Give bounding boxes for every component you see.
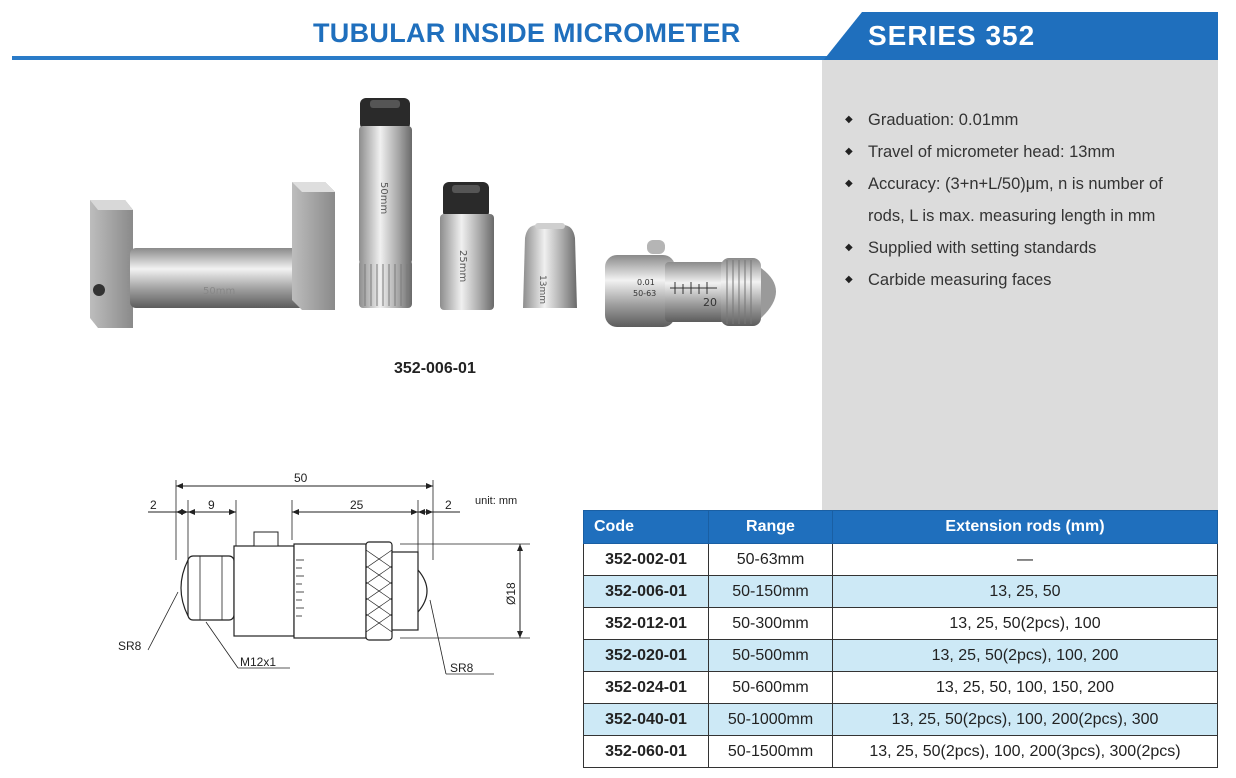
dim-overall: 50 [294, 471, 308, 485]
model-number: 352-006-01 [394, 360, 476, 377]
rod-25-label: 25mm [457, 250, 468, 283]
page-title: TUBULAR INSIDE MICROMETER [313, 18, 741, 48]
header-rule [12, 56, 827, 60]
unit-label: unit: mm [475, 495, 518, 507]
head-range-label: 50-63 [633, 289, 657, 298]
table-row [584, 640, 1218, 672]
table-header-row [584, 511, 1218, 544]
cell-rods: 13, 25, 50(2pcs), 100, 200(2pcs), 300 [833, 704, 1218, 736]
dimension-drawing [100, 460, 570, 690]
feature-item: ◆ Graduation: 0.01mm [843, 104, 1163, 136]
cell-rods: 13, 25, 50 [833, 576, 1218, 608]
spec-table [583, 510, 1218, 768]
callout-sr8-right: SR8 [450, 661, 474, 675]
col-header-range: Range [709, 511, 833, 544]
cell-range: 50-1000mm [709, 704, 833, 736]
feature-item: ◆ Travel of micrometer head: 13mm [843, 136, 1163, 168]
product-photo [85, 90, 805, 340]
setting-standard-label: 50mm [203, 286, 236, 297]
feature-item: ◆ Carbide measuring faces [843, 264, 1163, 296]
col-header-rods: Extension rods (mm) [833, 511, 1218, 544]
setting-standard-image [90, 182, 335, 328]
dim-left-gap: 2 [150, 498, 157, 512]
micrometer-head-image [605, 240, 776, 327]
cell-rods: 13, 25, 50, 100, 150, 200 [833, 672, 1218, 704]
cell-range: 50-600mm [709, 672, 833, 704]
extension-rod-50-image [359, 98, 412, 308]
dim-diameter: Ø18 [504, 582, 518, 605]
cell-range: 50-1500mm [709, 736, 833, 768]
table-row [584, 704, 1218, 736]
thimble-number: 20 [703, 296, 717, 309]
table-row [584, 576, 1218, 608]
rod-13-label: 13mm [537, 275, 547, 304]
table-row [584, 736, 1218, 768]
callout-thread: M12x1 [240, 655, 277, 669]
feature-item: ◆ Accuracy: (3+n+L/50)μm, n is number of [843, 168, 1163, 200]
cell-rods: 13, 25, 50(2pcs), 100, 200(3pcs), 300(2pcs) [833, 736, 1218, 768]
extension-rod-25-image [440, 182, 494, 310]
dim-thimble: 25 [350, 498, 364, 512]
feature-list [843, 104, 1163, 296]
cell-rods: 13, 25, 50(2pcs), 100 [833, 608, 1218, 640]
cell-code: 352-024-01 [584, 672, 709, 704]
table-row [584, 608, 1218, 640]
dim-nut: 9 [208, 498, 215, 512]
cell-rods: 13, 25, 50(2pcs), 100, 200 [833, 640, 1218, 672]
table-row [584, 544, 1218, 576]
cell-code: 352-060-01 [584, 736, 709, 768]
cell-code: 352-020-01 [584, 640, 709, 672]
table-row [584, 672, 1218, 704]
extension-rod-13-image [523, 223, 577, 308]
col-header-code: Code [584, 511, 709, 544]
cell-code: 352-002-01 [584, 544, 709, 576]
feature-item: ◆ Supplied with setting standards [843, 232, 1163, 264]
cell-range: 50-500mm [709, 640, 833, 672]
cell-range: 50-63mm [709, 544, 833, 576]
head-graduation-label: 0.01 [637, 278, 655, 287]
rod-50-label: 50mm [378, 182, 389, 215]
feature-item-continuation: rods, L is max. measuring length in mm [868, 207, 1156, 225]
dim-right-gap: 2 [445, 498, 452, 512]
cell-range: 50-150mm [709, 576, 833, 608]
callout-sr8-left: SR8 [118, 639, 142, 653]
cell-code: 352-012-01 [584, 608, 709, 640]
cell-range: 50-300mm [709, 608, 833, 640]
cell-code: 352-006-01 [584, 576, 709, 608]
series-label: SERIES 352 [868, 20, 1036, 51]
cell-code: 352-040-01 [584, 704, 709, 736]
cell-rods: — [833, 544, 1218, 576]
